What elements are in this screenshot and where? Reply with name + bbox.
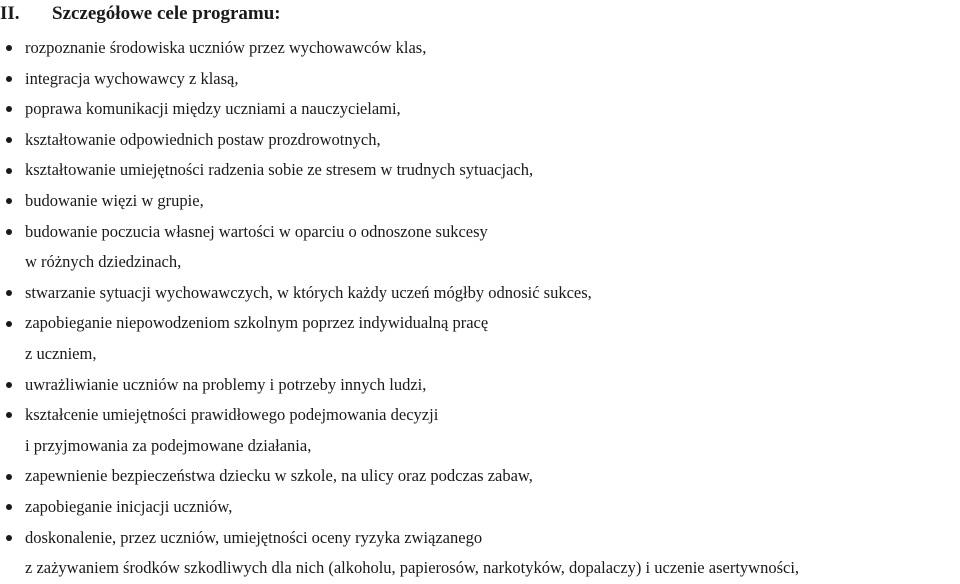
goal-item xyxy=(0,33,960,64)
goal-text-line: i przyjmowania za podejmowane działania, xyxy=(25,435,312,455)
goal-text-line: kształtowanie odpowiednich postaw prozdrowotnych, xyxy=(25,129,381,149)
goal-text-line: kształtowanie umiejętności radzenia sobie ze stresem w trudnych sytuacjach, xyxy=(25,160,534,180)
goal-item xyxy=(0,308,960,369)
goals-list xyxy=(0,33,960,584)
goal-item xyxy=(0,370,960,401)
bullet-icon xyxy=(2,64,16,95)
bullet-icon xyxy=(2,155,16,186)
goal-item xyxy=(0,523,960,584)
goal-item xyxy=(0,400,960,461)
goal-text-line: zapewnienie bezpieczeństwa dziecku w szkole, na ulicy oraz podczas zabaw, xyxy=(25,466,533,486)
bullet-icon xyxy=(2,94,16,125)
goal-text-line: stwarzanie sytuacji wychowawczych, w których każdy uczeń mógłby odnosić sukces, xyxy=(25,282,592,302)
section-title: Szczegółowe cele programu: xyxy=(52,3,281,24)
goal-text-line: integracja wychowawcy z klasą, xyxy=(25,68,239,88)
goal-text-line: budowanie poczucia własnej wartości w oparciu o odnoszone sukcesy xyxy=(25,221,488,241)
goal-text-line: uwrażliwianie uczniów na problemy i potrzeby innych ludzi, xyxy=(25,374,427,394)
bullet-icon xyxy=(2,523,16,554)
goal-item xyxy=(0,217,960,278)
goal-item xyxy=(0,278,960,309)
goal-text-line: zapobieganie inicjacji uczniów, xyxy=(25,496,233,516)
goal-text-line: z zażywaniem środków szkodliwych dla nich (alkoholu, papierosów, narkotyków, dopalaczy) i uczenie asertywności, xyxy=(25,558,800,578)
bullet-icon xyxy=(2,400,16,431)
goal-item xyxy=(0,155,960,186)
goal-item xyxy=(0,125,960,156)
goal-text-line: zapobieganie niepowodzeniom szkolnym poprzez indywidualną pracę xyxy=(25,313,489,333)
goal-item xyxy=(0,64,960,95)
bullet-icon xyxy=(2,125,16,156)
section-heading xyxy=(0,0,281,30)
bullet-icon xyxy=(2,278,16,309)
goal-item xyxy=(0,461,960,492)
goal-item xyxy=(0,94,960,125)
bullet-icon xyxy=(2,186,16,217)
goal-item xyxy=(0,492,960,523)
goal-text-line: rozpoznanie środowiska uczniów przez wychowawców klas, xyxy=(25,38,427,57)
bullet-icon xyxy=(2,33,16,64)
goal-text-line: w różnych dziedzinach, xyxy=(25,252,182,272)
bullet-icon xyxy=(2,370,16,401)
bullet-icon xyxy=(2,492,16,523)
goal-text-line: doskonalenie, przez uczniów, umiejętności oceny ryzyka związanego xyxy=(25,527,483,547)
bullet-icon xyxy=(2,217,16,248)
goal-text-line: poprawa komunikacji między uczniami a nauczycielami, xyxy=(25,99,401,119)
goal-text-line: z uczniem, xyxy=(25,343,97,363)
goal-text-line: kształcenie umiejętności prawidłowego podejmowania decyzji xyxy=(25,405,439,425)
bullet-icon xyxy=(2,308,16,339)
goal-item xyxy=(0,186,960,217)
section-number: II. xyxy=(0,3,20,24)
bullet-icon xyxy=(2,461,16,492)
goal-text-line: budowanie więzi w grupie, xyxy=(25,190,204,210)
